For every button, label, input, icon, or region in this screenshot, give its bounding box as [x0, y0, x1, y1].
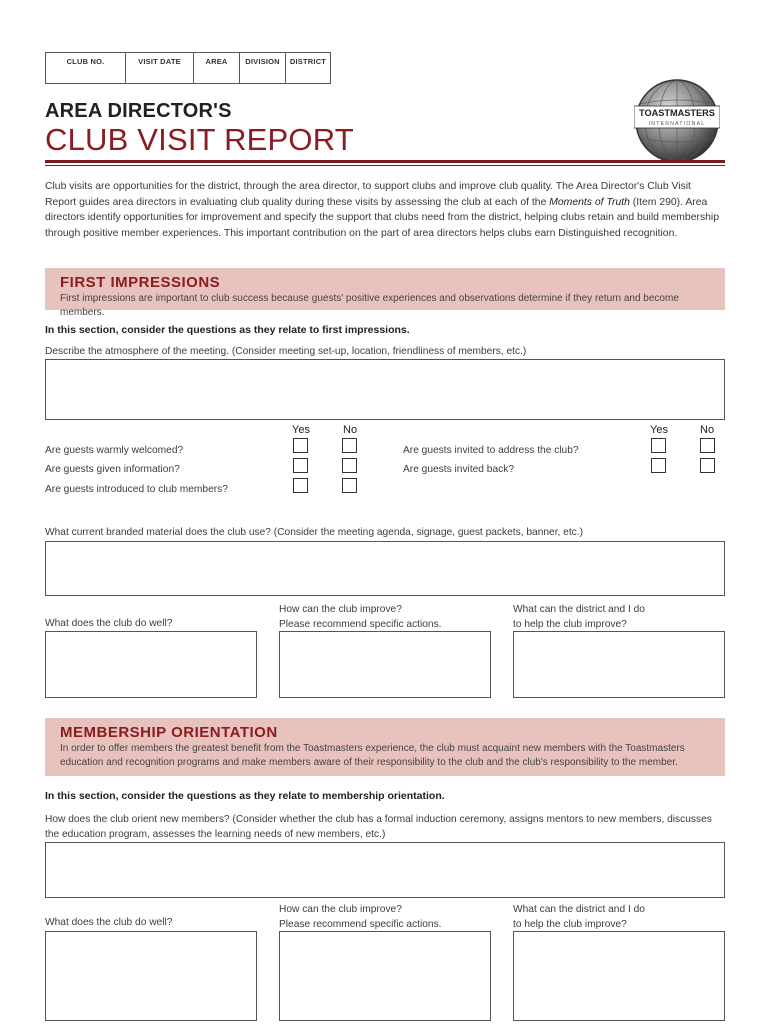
membership-orientation-subtitle-1: In order to offer members the greatest benefit from the Toastmasters experience, the club must acquaint new members with the Toastmasters [60, 743, 685, 754]
visit-date-field[interactable]: VISIT DATE [126, 53, 194, 83]
first-impressions-subtitle: First impressions are important to club success because guests' positive experiences and observations determine if they return and become members. [60, 293, 679, 318]
improve-question-1: How can the club improve? Please recommend specific actions. [279, 604, 442, 630]
do-well-answer-box-2[interactable] [45, 931, 257, 1021]
title-rule-thick [45, 160, 725, 163]
district-help-question-2: What can the district and I do to help the club improve? [513, 904, 645, 930]
do-well-question-1: What does the club do well? [45, 618, 173, 629]
membership-orientation-subtitle-2: education and recognition programs and make members aware of their responsibility to the club and the club's responsibility to the member. [60, 757, 678, 768]
question-warmly-welcomed: Are guests warmly welcomed? [45, 445, 184, 456]
toastmasters-logo [634, 78, 720, 164]
yes-header-left: Yes [292, 424, 310, 436]
improve-answer-box-2[interactable] [279, 931, 491, 1021]
membership-orientation-band [45, 718, 725, 776]
area-field[interactable]: AREA [194, 53, 240, 83]
membership-orientation-instruction: In this section, consider the questions as they relate to membership orientation. [45, 790, 445, 802]
club-no-field[interactable]: CLUB NO. [46, 53, 126, 83]
district-field[interactable]: DISTRICT [289, 57, 327, 66]
district-help-answer-box-2[interactable] [513, 931, 725, 1021]
do-well-question-2: What does the club do well? [45, 917, 173, 928]
logo-bottom-text: INTERNATIONAL [648, 121, 706, 127]
atmosphere-answer-box[interactable] [45, 359, 725, 420]
checkbox-introduced-yes[interactable] [293, 478, 308, 493]
checkbox-information-no[interactable] [342, 458, 357, 473]
improve-question-2: How can the club improve? Please recommend specific actions. [279, 904, 442, 930]
district-help-answer-box-1[interactable] [513, 631, 725, 698]
checkbox-introduced-no[interactable] [342, 478, 357, 493]
yes-header-right: Yes [650, 424, 668, 436]
checkbox-back-no[interactable] [700, 458, 715, 473]
do-well-answer-box-1[interactable] [45, 631, 257, 698]
club-info-table [45, 52, 331, 84]
no-header-left: No [343, 424, 358, 436]
first-impressions-instruction: In this section, consider the questions as they relate to first impressions. [45, 324, 410, 336]
checkbox-information-yes[interactable] [293, 458, 308, 473]
title-rule-thin [45, 165, 725, 166]
intro-paragraph: Club visits are opportunities for the district, through the area director, to support clubs and improve club quality. The Area Director's Club Visit Report guides area directors in evaluating club quality during these visits by assessing the club at each of the Moments of Truth (Item 290). Area directors identify opportunities for improvement and specify the support that clubs need from the district, helping clubs retain and build membership through positive member experiences. This important contribution on the part of area directors helps clubs earn Distinguished recognition. [45, 181, 720, 239]
question-given-information: Are guests given information? [45, 464, 180, 475]
report-title-line1: AREA DIRECTOR'S [45, 100, 232, 122]
logo-top-text: TOASTMASTERS [639, 108, 715, 118]
first-impressions-band [45, 268, 725, 318]
checkbox-address-no[interactable] [700, 438, 715, 453]
district-help-question-1: What can the district and I do to help the club improve? [513, 604, 645, 630]
division-field[interactable]: DIVISION [240, 53, 286, 83]
no-header-right: No [700, 424, 715, 436]
first-impressions-title: FIRST IMPRESSIONS [60, 274, 221, 291]
atmosphere-question: Describe the atmosphere of the meeting. (Consider meeting set-up, location, friendliness of members, etc.) [45, 346, 527, 357]
improve-answer-box-1[interactable] [279, 631, 491, 698]
checkbox-welcomed-yes[interactable] [293, 438, 308, 453]
branded-material-question: What current branded material does the club use? (Consider the meeting agenda, signage, guest packets, banner, etc.) [45, 527, 583, 538]
question-introduced-members: Are guests introduced to club members? [45, 484, 228, 495]
checkbox-address-yes[interactable] [651, 438, 666, 453]
report-title-line2: CLUB VISIT REPORT [45, 122, 354, 157]
branded-material-answer-box[interactable] [45, 541, 725, 596]
moments-of-truth: Moments of Truth [549, 196, 630, 208]
checkbox-back-yes[interactable] [651, 458, 666, 473]
orient-answer-box[interactable] [45, 842, 725, 898]
question-invited-address: Are guests invited to address the club? [403, 445, 579, 456]
checkbox-welcomed-no[interactable] [342, 438, 357, 453]
orient-question: How does the club orient new members? (Consider whether the club has a formal induction ceremony, assigns mentors to new members, discusses the education program, assesses the learning needs of new members, etc.) [45, 814, 712, 840]
membership-orientation-title: MEMBERSHIP ORIENTATION [60, 724, 278, 741]
question-invited-back: Are guests invited back? [403, 464, 514, 475]
